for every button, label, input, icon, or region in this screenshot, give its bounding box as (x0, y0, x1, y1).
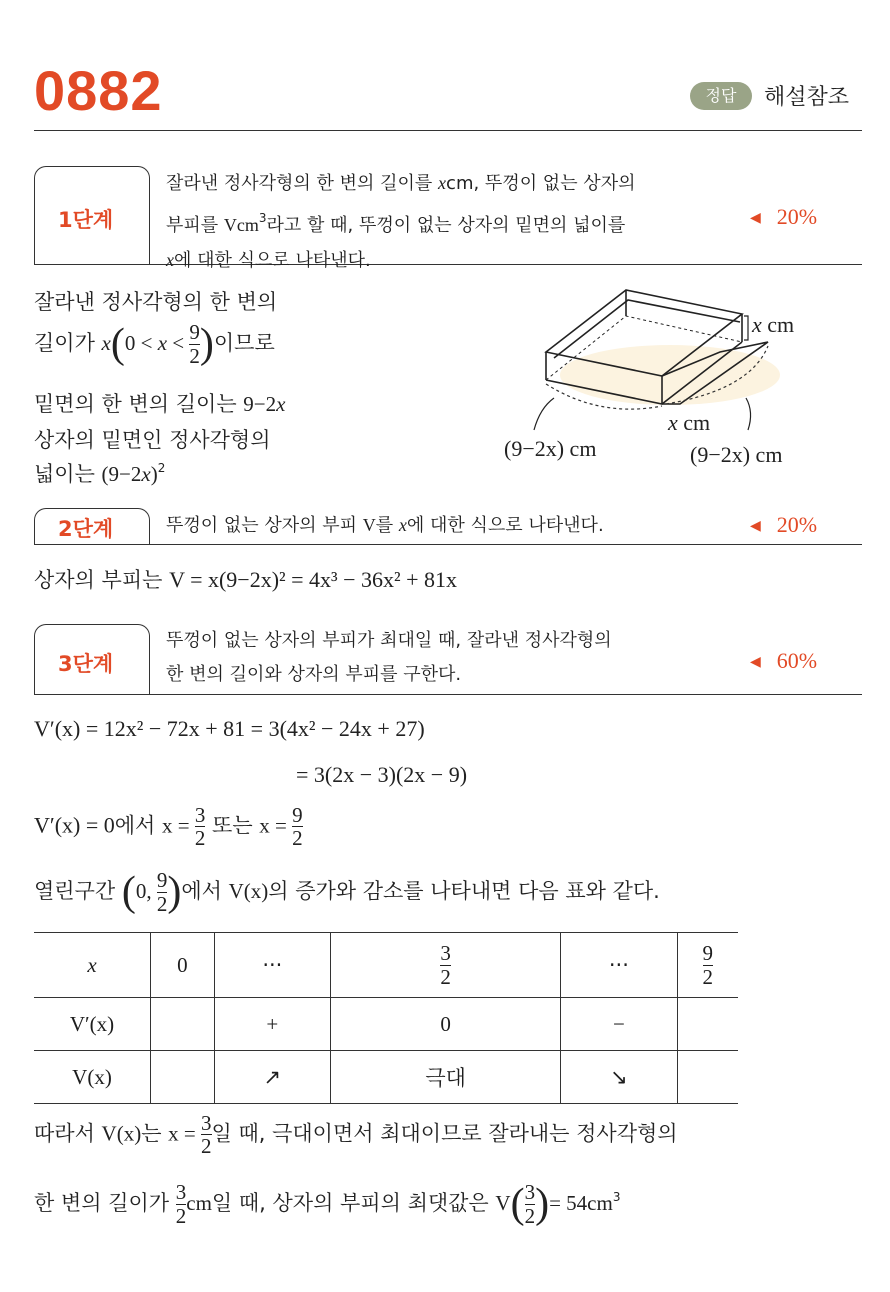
step3-rule (34, 694, 862, 695)
table-cell: 극대 (331, 1051, 561, 1104)
table-cell: ··· (214, 933, 330, 998)
header-rule (34, 130, 862, 131)
increase-decrease-table (34, 932, 738, 1104)
increasing-arrow-icon: ↗ (214, 1051, 330, 1104)
table-cell (677, 1051, 738, 1104)
answer-text: 해설참조 (764, 85, 850, 110)
step2-volume: 상자의 부피는 V = x(9−2x)² = 4x³ − 36x² + 81x (34, 567, 458, 592)
table-cell: ··· (561, 933, 677, 998)
table-cell (151, 998, 215, 1051)
table-row (34, 933, 738, 998)
step1-line5: 넓이는 $(9-2x)^2$ (34, 461, 166, 486)
label-right-base: (9−2x) cm (690, 442, 783, 467)
derivative-line2: = 3(2x − 3)(2x − 9) (296, 762, 468, 787)
step1-percent: ◀ 20% (750, 204, 818, 229)
dim-x-tick (744, 316, 748, 340)
step3-desc: 뚜껑이 없는 상자의 부피가 최대일 때, 잘라낸 정사각형의 한 변의 길이와 상자의 부피를 구한다. (166, 630, 612, 685)
step1-label: 1단계 (58, 208, 114, 232)
base-shadow (560, 345, 780, 405)
label-left-base: (9−2x) cm (504, 436, 597, 461)
label-right-x: x cm (752, 312, 795, 337)
table-cell: 0 (331, 998, 561, 1051)
step2-percent: ◀ 20% (750, 512, 818, 537)
step1-line4: 상자의 밑면인 정사각형의 (34, 428, 271, 452)
step1-line3: 밑면의 한 변의 길이는 9−2x (34, 392, 286, 416)
step1-desc: 잘라낸 정사각형의 한 변의 길이를 xcm, 뚜껑이 없는 상자의 부피를 Vcm$^3$라고 할 때, 뚜껑이 없는 상자의 밑면의 넓이를 x에 대한 식으로 나타낸다. (166, 173, 636, 271)
table-row (34, 1051, 738, 1104)
label-middle-x: x cm (668, 410, 711, 435)
table-row (34, 998, 738, 1051)
decreasing-arrow-icon: ↘ (561, 1051, 677, 1104)
conclusion-line1: 따라서 V(x)는 x = $\frac{3}{2}$ 일 때, 극대이면서 최대이므로 잘라내는 정사각형의 (34, 1111, 678, 1159)
table-cell (677, 998, 738, 1051)
critical-points: V′(x) = 0에서 x = $\frac{3}{2}$ 또는 x = $\frac{9}{2}$ (34, 803, 303, 851)
step2-rule (34, 544, 862, 545)
table-cell: V(x) (34, 1051, 151, 1104)
table-cell (151, 1051, 215, 1104)
answer-badge: 정답 (690, 82, 752, 110)
step3-label: 3단계 (58, 652, 114, 676)
problem-number: 0882 (34, 59, 163, 122)
derivative-line1: V′(x) = 12x² − 72x + 81 = 3(4x² − 24x + 27) (34, 716, 425, 741)
step1-line1: 잘라낸 정사각형의 한 변의 (34, 290, 278, 314)
table-cell: 0 (151, 933, 215, 998)
table-cell: + (214, 998, 330, 1051)
step2-desc: 뚜껑이 없는 상자의 부피 V를 x에 대한 식으로 나타낸다. (166, 515, 604, 536)
table-cell: V′(x) (34, 998, 151, 1051)
conclusion-line2: 한 변의 길이가 $\frac{3}{2}$ cm일 때, 상자의 부피의 최댓값은 V( $\frac{3}{2}$ )= $54cm^3$ (34, 1180, 621, 1228)
interval-sentence: 열린구간 (0, $\frac{9}{2}$ )에서 V(x)의 증가와 감소를 나타내면 다음 표와 같다. (34, 868, 660, 916)
step2-label: 2단계 (58, 517, 114, 541)
table-cell: x (34, 933, 151, 998)
step1-line2: 길이가 x(0 < x < $\frac{9}{2}$ )이므로 (34, 320, 275, 368)
table-cell: − (561, 998, 677, 1051)
step3-percent: ◀ 60% (750, 648, 818, 673)
table-cell: $\frac{3}{2}$ (331, 933, 561, 998)
table-cell: $\frac{9}{2}$ (677, 933, 738, 998)
